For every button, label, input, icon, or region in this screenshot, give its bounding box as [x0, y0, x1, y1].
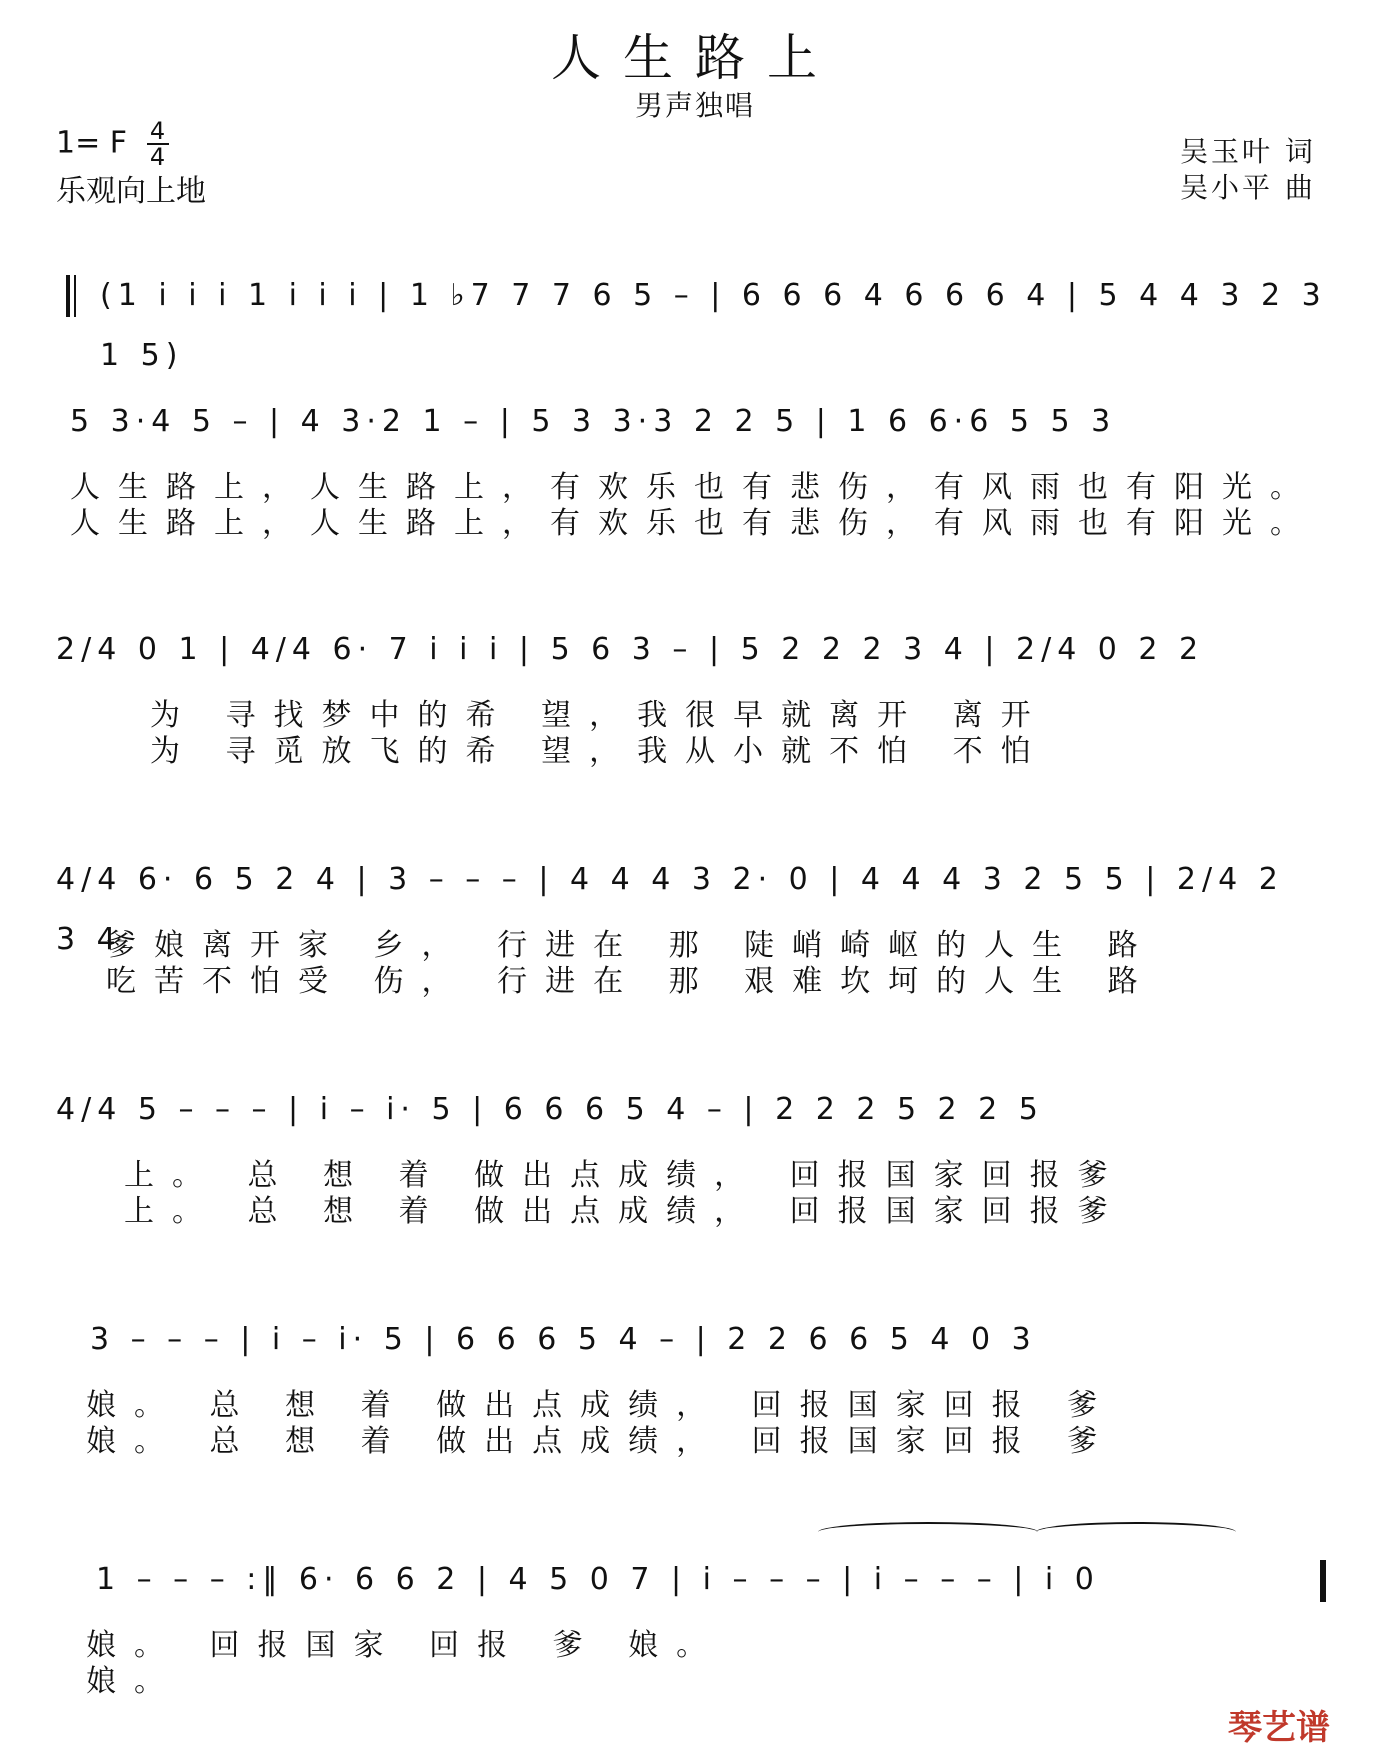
repeat-start-bar-thin: [74, 275, 76, 317]
lyrics-verse-1: 娘。 总 想 着 做出点成绩， 回报国家回报 爹: [86, 1388, 1116, 1423]
tempo-marking: 乐观向上地: [56, 174, 206, 209]
time-signature: [147, 117, 169, 171]
lyrics-verse-2: 娘。 总 想 着 做出点成绩， 回报国家回报 爹: [86, 1424, 1116, 1459]
lyrics-verse-2: 上。 总 想 着 做出点成绩， 回报国家回报爹: [124, 1194, 1126, 1229]
final-barline: [1320, 1560, 1326, 1602]
lyricist-credit: 吴玉叶 词: [1180, 135, 1316, 168]
notes-line: 2/4 0 1 | 4/4 6· 7 i i i | 5 6 3 – | 5 2 2 2 3 4 | 2/4 0 2 2: [56, 632, 1205, 667]
lyrics-verse-1: 为 寻找梦中的希 望，我很早就离开 离开: [150, 698, 1049, 733]
lyrics-verse-2: 娘。: [86, 1664, 182, 1699]
lyrics-verse-2: 为 寻觅放飞的希 望，我从小就不怕 不怕: [150, 734, 1049, 769]
lyrics-verse-2: 吃苦不怕受 伤， 行进在 那 艰难坎坷的人生 路: [106, 964, 1156, 999]
key-signature: [56, 117, 169, 171]
notes-line: (1 i i i 1 i i i | 1 ♭7 7 7 6 5 – | 6 6 6 4 6 6 6 4 | 5 4 4 3 2 3 1 5): [100, 278, 1327, 373]
lyrics-verse-1: 人生路上，人生路上，有欢乐也有悲伤，有风雨也有阳光。: [70, 470, 1318, 505]
watermark-logo: 琴艺谱: [1228, 1708, 1330, 1748]
lyrics-verse-2: 人生路上，人生路上，有欢乐也有悲伤，有风雨也有阳光。: [70, 506, 1318, 541]
composer-credit: 吴小平 曲: [1180, 171, 1316, 204]
time-sig-bottom: 4: [149, 143, 166, 171]
notes-line: 1 – – – :‖ 6· 6 6 2 | 4 5 0 7 | i – – – | i – – – | i 0: [96, 1562, 1100, 1597]
lyrics-verse-1: 上。 总 想 着 做出点成绩， 回报国家回报爹: [124, 1158, 1126, 1193]
notes-line: 4/4 6· 6 5 2 4 | 3 – – – | 4 4 4 3 2· 0 | 4 4 4 3 2 5 5 | 2/4 2 3 4: [56, 862, 1284, 957]
lyrics-verse-1: 爹娘离开家 乡， 行进在 那 陡峭崎岖的人生 路: [106, 928, 1156, 963]
time-sig-top: 4: [149, 117, 166, 145]
repeat-start-bar: [66, 275, 70, 317]
lyrics-verse-1: 娘。 回报国家 回报 爹 娘。: [86, 1628, 725, 1663]
key-label: 1= F: [56, 125, 128, 161]
tie-arc: [818, 1522, 1038, 1542]
page-title: 人生路上: [551, 29, 839, 87]
subtitle: 男声独唱: [634, 89, 755, 122]
notes-line: 3 – – – | i – i· 5 | 6 6 6 5 4 – | 2 2 6 6 5 4 0 3: [90, 1322, 1037, 1357]
notes-line: 4/4 5 – – – | i – i· 5 | 6 6 6 5 4 – | 2 2 2 5 2 2 5: [56, 1092, 1044, 1127]
tie-arc: [1036, 1522, 1236, 1542]
notes-line: 5 3·4 5 – | 4 3·2 1 – | 5 3 3·3 2 2 5 | 1 6 6·6 5 5 3: [70, 404, 1117, 439]
